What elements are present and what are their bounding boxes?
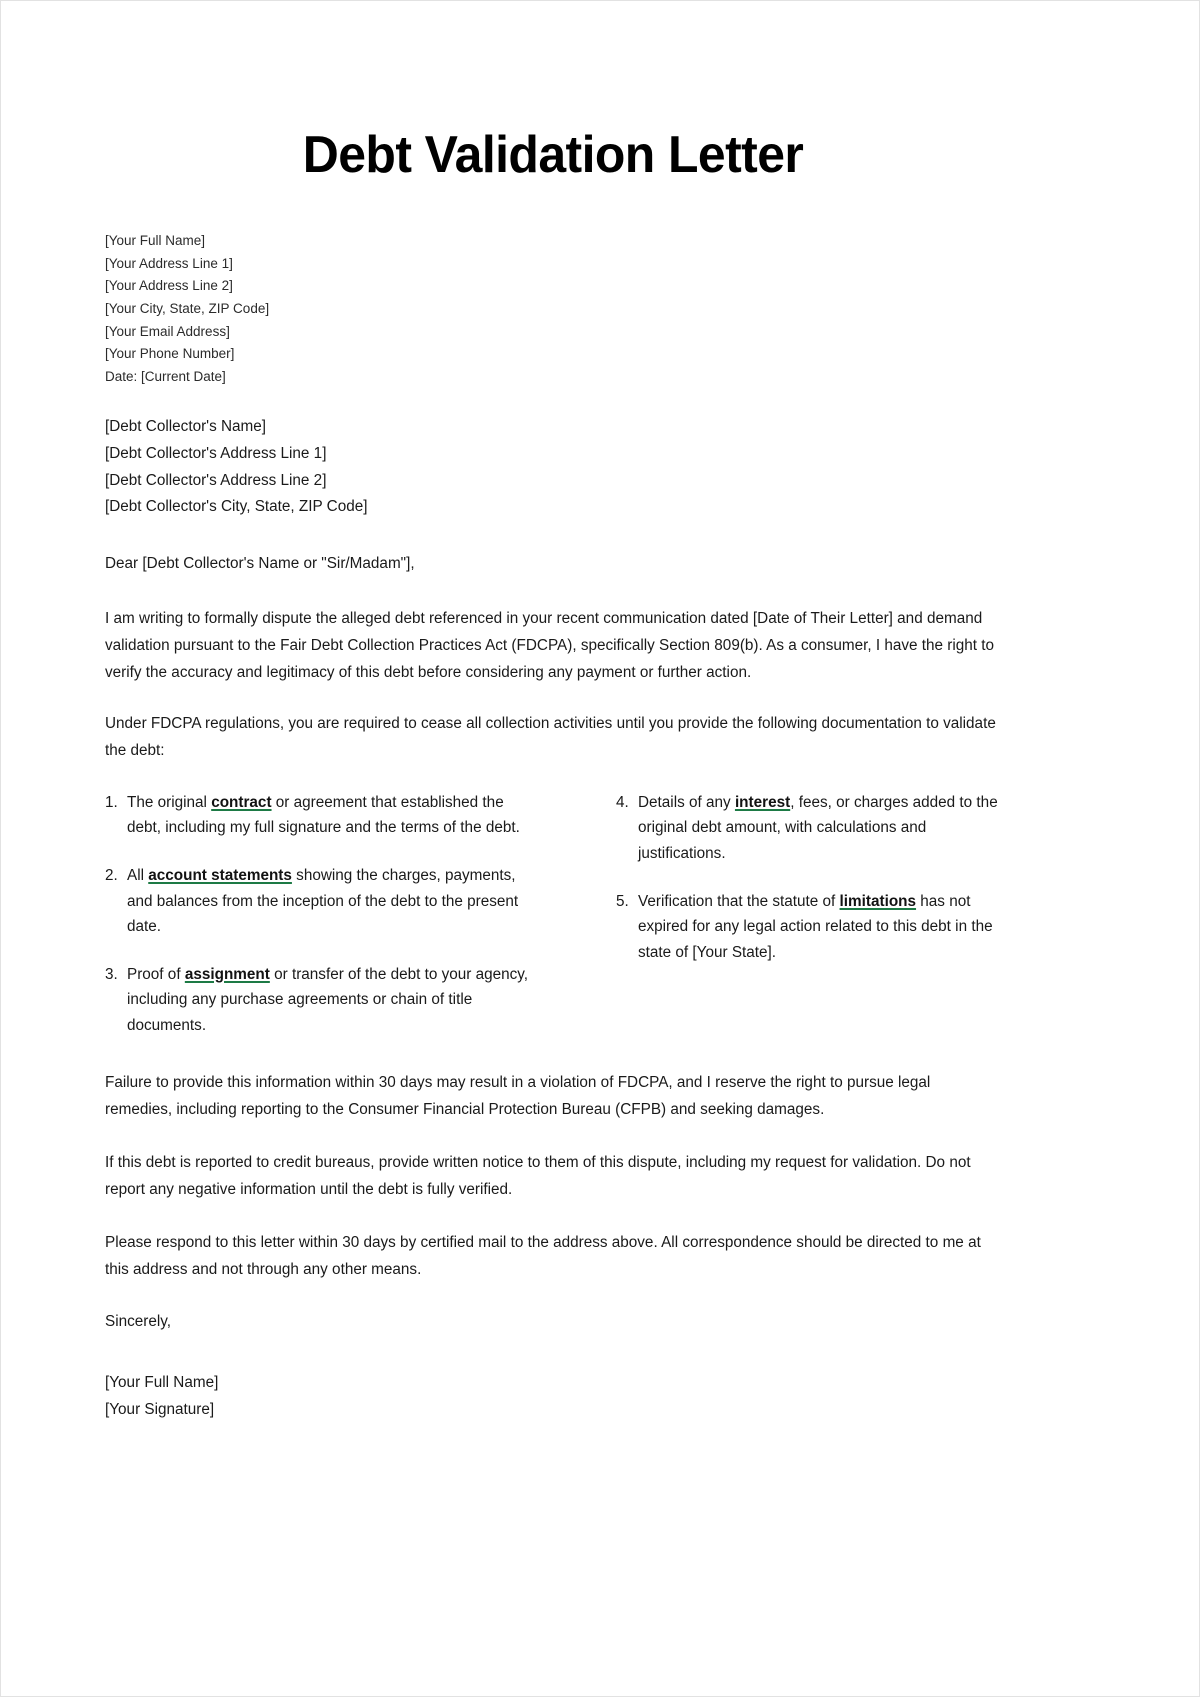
- signature-line: [Your Signature]: [105, 1400, 215, 1418]
- requirement-text-prefix: Verification that the statute of: [638, 892, 840, 910]
- requirement-item: [105, 962, 553, 1039]
- sender-address-line: [Your Full Name]: [105, 233, 206, 249]
- requirement-item: [616, 790, 1001, 867]
- requirement-keyword: limitations: [839, 892, 917, 910]
- sender-address-line: [Your Address Line 2]: [105, 278, 233, 294]
- requirement-text-suffix: , fees, or charges added to the original debt amount, with calculations and justifications.: [638, 793, 998, 862]
- paragraph-failure-notice: Failure to provide this information within 30 days may result in a violation of FDCPA, and I reserve the right to pursue legal remedies, including reporting to the Consumer Financial Protection Bureau (CFPB) and seeking damages.: [105, 1073, 931, 1118]
- requirement-text-suffix: or agreement that established the debt, including my full signature and the terms of the debt.: [127, 793, 520, 837]
- requirement-number: 4.: [616, 793, 629, 811]
- requirement-number: 2.: [105, 866, 118, 884]
- requirement-number: 5.: [616, 892, 629, 910]
- sender-address-line: Date: [Current Date]: [105, 368, 226, 384]
- requirement-text-suffix: or transfer of the debt to your agency, including any purchase agreements or chain of title documents.: [127, 965, 529, 1034]
- sender-address-line: [Your City, State, ZIP Code]: [105, 301, 270, 317]
- requirement-text: [638, 889, 1001, 966]
- salutation: Dear [Debt Collector's Name or "Sir/Madam"],: [105, 554, 415, 572]
- sender-address-line: [Your Address Line 1]: [105, 255, 233, 271]
- requirement-item: [105, 863, 553, 940]
- requirement-keyword: assignment: [184, 965, 270, 983]
- recipient-address-line: [Debt Collector's Address Line 1]: [105, 444, 327, 462]
- paragraph-request: Under FDCPA regulations, you are required to cease all collection activities until you provide the following documentation to validate the debt:: [105, 714, 996, 759]
- requirement-number: 3.: [105, 965, 118, 983]
- recipient-address-block: [105, 414, 1001, 520]
- signature-block: [105, 1369, 1001, 1423]
- requirement-item: [616, 889, 1001, 966]
- requirement-keyword: interest: [734, 793, 791, 811]
- requirement-item: [105, 790, 553, 841]
- requirement-number: 1.: [105, 793, 118, 811]
- sincerely-line: Sincerely,: [105, 1312, 172, 1330]
- requirement-keyword: account statements: [148, 866, 292, 884]
- requirement-text: [127, 863, 537, 940]
- requirement-text-prefix: All: [127, 866, 149, 884]
- requirement-text-prefix: Proof of: [127, 965, 185, 983]
- page-title: Debt Validation Letter: [302, 126, 804, 184]
- requirement-text: [638, 790, 1001, 867]
- requirement-text: [127, 790, 537, 841]
- letter-content: [105, 126, 1001, 1423]
- recipient-address-line: [Debt Collector's Address Line 2]: [105, 471, 327, 489]
- requirement-text-suffix: has not expired for any legal action related to this debt in the state of [Your State].: [638, 892, 993, 961]
- signature-line: [Your Full Name]: [105, 1373, 219, 1391]
- closing-section: [105, 1069, 1001, 1423]
- sender-address-block: [105, 230, 1001, 388]
- recipient-address-line: [Debt Collector's City, State, ZIP Code]: [105, 498, 368, 516]
- requirement-keyword: contract: [211, 793, 272, 811]
- requirement-text-prefix: Details of any: [638, 793, 735, 811]
- sender-address-line: [Your Email Address]: [105, 323, 230, 339]
- requirement-text-prefix: The original: [127, 793, 212, 811]
- paragraph-intro: I am writing to formally dispute the alleged debt referenced in your recent communication dated [Date of Their Letter] and demand validation pursuant to the Fair Debt Collection Practices Act (FDCPA), specifically Section 809(b). As a consumer, I have the right to verify the accuracy and legitimacy of this debt before considering any payment or further action.: [105, 609, 995, 681]
- requirement-text: [127, 962, 537, 1039]
- requirements-list: [105, 790, 1001, 1039]
- requirements-column-left: [105, 790, 553, 1039]
- paragraph-respond-instructions: Please respond to this letter within 30 days by certified mail to the address above. All correspondence should be directed to me at this address and not through any other means.: [105, 1233, 981, 1278]
- requirement-text-suffix: showing the charges, payments, and balances from the inception of the debt to the present date.: [127, 866, 519, 936]
- requirements-column-right: [553, 790, 1001, 1039]
- paragraph-credit-bureaus: If this debt is reported to credit bureaus, provide written notice to them of this dispute, including my request for validation. Do not report any negative information until the debt is fully verified.: [105, 1153, 971, 1198]
- sender-address-line: [Your Phone Number]: [105, 346, 235, 362]
- recipient-address-line: [Debt Collector's Name]: [105, 418, 267, 436]
